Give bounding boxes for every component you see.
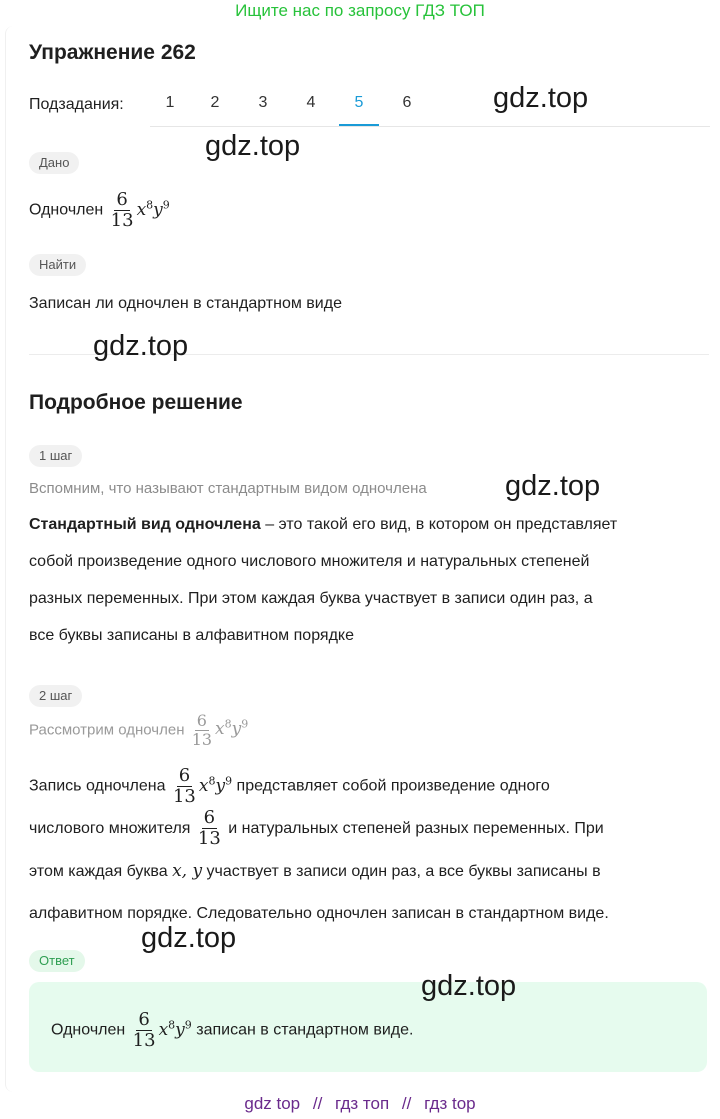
page-title: Упражнение 262 bbox=[29, 41, 196, 64]
watermark: gdz.top bbox=[93, 330, 189, 362]
step1-hint: Вспомним, что называют стандартным видом одночлена bbox=[29, 480, 427, 497]
footer-links bbox=[0, 1094, 720, 1114]
step1-line3: разных переменных. При этом каждая буква участвует в записи один раз, а bbox=[29, 590, 593, 607]
step2-line1: Запись одночлена $\frac{6}{13}$ $x^8y^9$ представляет собой произведение одного bbox=[29, 764, 550, 807]
step2-line2: числового множителя $\frac{6}{13}$ и натуральных степеней разных переменных. При bbox=[29, 806, 604, 849]
step1-body bbox=[29, 506, 709, 654]
frac-num: 6 bbox=[116, 188, 128, 210]
given-badge bbox=[29, 152, 79, 174]
footer-link-gdz-top-ru[interactable]: гдз топ bbox=[335, 1094, 390, 1113]
watermark: gdz.top bbox=[493, 82, 589, 114]
hint-fraction: $\frac{6}{13}$ bbox=[191, 711, 213, 749]
step2-vars-1: $x^8y^9$ bbox=[198, 774, 233, 796]
step2-fraction-1: $\frac{6}{13}$ bbox=[172, 764, 196, 807]
step1-badge bbox=[29, 445, 82, 467]
answer-text: Одночлен $\frac{6}{13}$ $x^8y^9$ записан в стандартном виде. bbox=[51, 1008, 414, 1051]
subtask-tab-4[interactable]: 4 bbox=[306, 94, 316, 111]
step2-badge bbox=[29, 685, 82, 707]
step2-line3: этом каждая буква x, y участвует в записи один раз, а все буквы записаны в bbox=[29, 860, 601, 881]
answer-box bbox=[29, 982, 707, 1072]
given-vars: $x^8y^9$ bbox=[136, 198, 170, 220]
given-text bbox=[29, 186, 170, 231]
find-pill: Найти bbox=[29, 254, 86, 276]
subtask-tab-1[interactable]: 1 bbox=[165, 94, 175, 111]
footer-separator: // bbox=[401, 1094, 412, 1113]
given-fraction bbox=[109, 190, 136, 231]
step1-line1: – это такой его вид, в котором он представляет bbox=[260, 516, 618, 533]
subtasks-label: Подзадания: bbox=[29, 96, 124, 113]
step2-hint-text: Рассмотрим одночлен bbox=[29, 721, 185, 739]
footer-link-gdz-top[interactable]: gdz top bbox=[244, 1094, 301, 1113]
solution-title: Подробное решение bbox=[29, 391, 243, 414]
step2-body bbox=[29, 760, 709, 935]
step2-vars-3: x, y bbox=[172, 860, 203, 881]
footer-link-gdz-top-mixed[interactable]: гдз top bbox=[424, 1094, 476, 1113]
footer-separator: // bbox=[312, 1094, 323, 1113]
subtask-tab-2[interactable]: 2 bbox=[210, 94, 220, 111]
answer-fraction: $\frac{6}{13}$ bbox=[132, 1008, 156, 1051]
watermark: gdz.top bbox=[421, 970, 517, 1002]
step1-line4: все буквы записаны в алфавитном порядке bbox=[29, 627, 354, 644]
watermark: gdz.top bbox=[505, 470, 601, 502]
answer-pill: Ответ bbox=[29, 950, 85, 972]
hint-vars: $x^8y^9$ bbox=[215, 717, 249, 740]
active-tab-indicator bbox=[339, 124, 379, 126]
step2-line4: алфавитном порядке. Следовательно одночлен записан в стандартном виде. bbox=[29, 904, 609, 922]
step1-bold: Стандартный вид одночлена bbox=[29, 516, 261, 533]
answer-badge bbox=[29, 950, 85, 972]
subtask-tab-6[interactable]: 6 bbox=[402, 94, 412, 111]
frac-den: 13 bbox=[110, 209, 134, 231]
watermark: gdz.top bbox=[205, 130, 301, 162]
subtask-tab-5[interactable]: 5 bbox=[354, 94, 364, 111]
answer-vars: $x^8y^9$ bbox=[158, 1018, 192, 1040]
step1-pill: 1 шаг bbox=[29, 445, 82, 467]
subtask-tab-3[interactable]: 3 bbox=[258, 94, 268, 111]
given-pill: Дано bbox=[29, 152, 79, 174]
subtask-tabs bbox=[150, 84, 710, 127]
watermark: gdz.top bbox=[141, 922, 237, 954]
find-text: Записан ли одночлен в стандартном виде bbox=[29, 295, 342, 312]
top-banner[interactable]: Ищите нас по запросу ГДЗ ТОП bbox=[235, 1, 485, 20]
step2-fraction-2: $\frac{6}{13}$ bbox=[197, 806, 221, 849]
step2-hint bbox=[29, 712, 248, 749]
find-badge bbox=[29, 254, 86, 276]
step1-line2: собой произведение одного числового множителя и натуральных степеней bbox=[29, 553, 590, 570]
step2-pill: 2 шаг bbox=[29, 685, 82, 707]
given-label: Одночлен bbox=[29, 201, 104, 219]
